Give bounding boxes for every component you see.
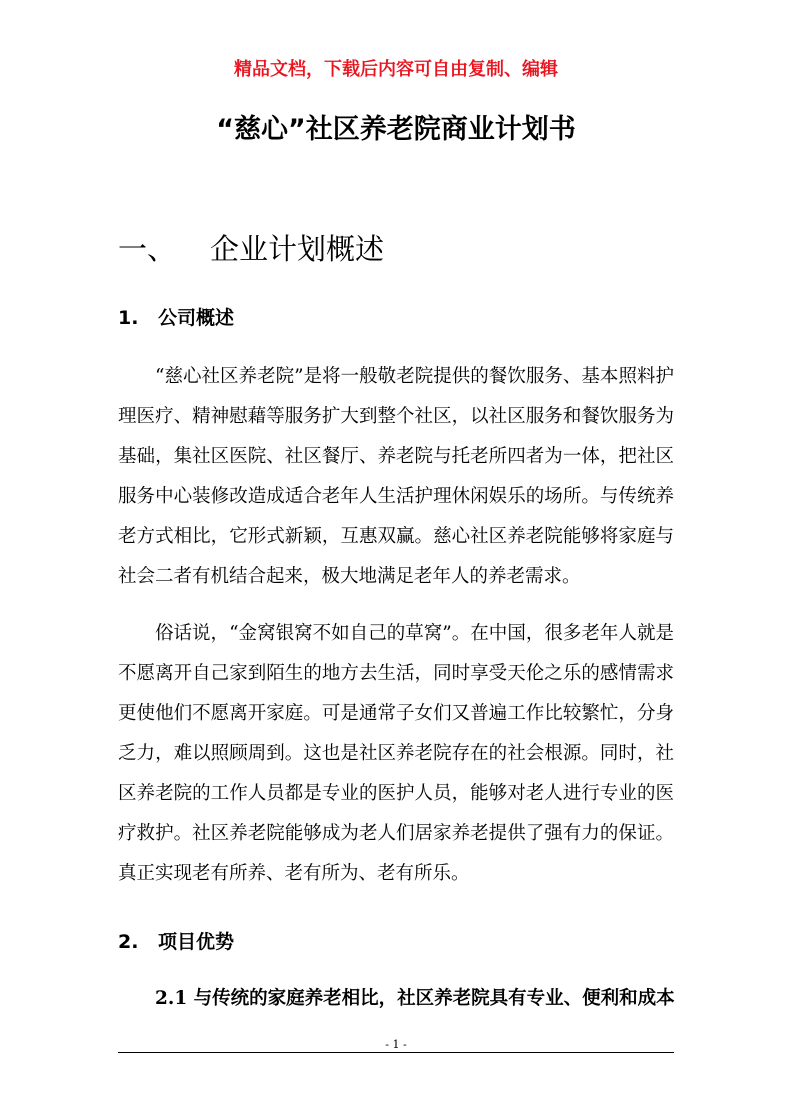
paragraph-company-overview: “慈心社区养老院”是将一般敬老院提供的餐饮服务、基本照料护理医疗、精神慰藉等服务扩大到整个社区，以社区服务和餐饮服务为基础，集社区医院、社区餐厅、养老院与托老所四者为一体，把社区服务中心装修改造成适合老年人生活护理休闲娱乐的场所。与传统养老方式相比，它形式新颖，互惠双赢。慈心社区养老院能够将家庭与社会二者有机结合起来，极大地满足老年人的养老需求。 [118, 366, 674, 587]
section-title: 企业计划概述 [210, 232, 385, 266]
document-title: “慈心”社区养老院商业计划书 [216, 114, 576, 145]
subsubsection-heading: 2.1 与传统的家庭养老相比，社区养老院具有专业、便利和成本 [155, 988, 675, 1009]
subsection-number: 1. [118, 307, 139, 329]
footer-divider [118, 1052, 674, 1053]
subsection-number: 2. [118, 931, 139, 953]
section-number: 一、 [118, 232, 177, 266]
download-banner: 精品文档，下载后内容可自由复制、编辑 [234, 59, 558, 80]
section-heading [118, 229, 384, 269]
subsection-title: 项目优势 [158, 931, 235, 953]
page-number: - 1 - [385, 1038, 407, 1051]
subsection-title: 公司概述 [158, 307, 235, 329]
subsection-heading-advantages [118, 929, 234, 955]
paragraph-social-roots: 俗话说，“金窝银窝不如自己的草窝”。在中国，很多老年人就是不愿离开自己家到陌生的地方去生活，同时享受天伦之乐的感情需求更使他们不愿离开家庭。可是通常子女们又普遍工作比较繁忙，分身乏力，难以照顾周到。这也是社区养老院存在的社会根源。同时，社区养老院的工作人员都是专业的医护人员，能够对老人进行专业的医疗救护。社区养老院能够成为老人们居家养老提供了强有力的保证。真正实现老有所养、老有所为、老有所乐。 [118, 623, 674, 884]
subsection-heading-company [118, 305, 234, 331]
